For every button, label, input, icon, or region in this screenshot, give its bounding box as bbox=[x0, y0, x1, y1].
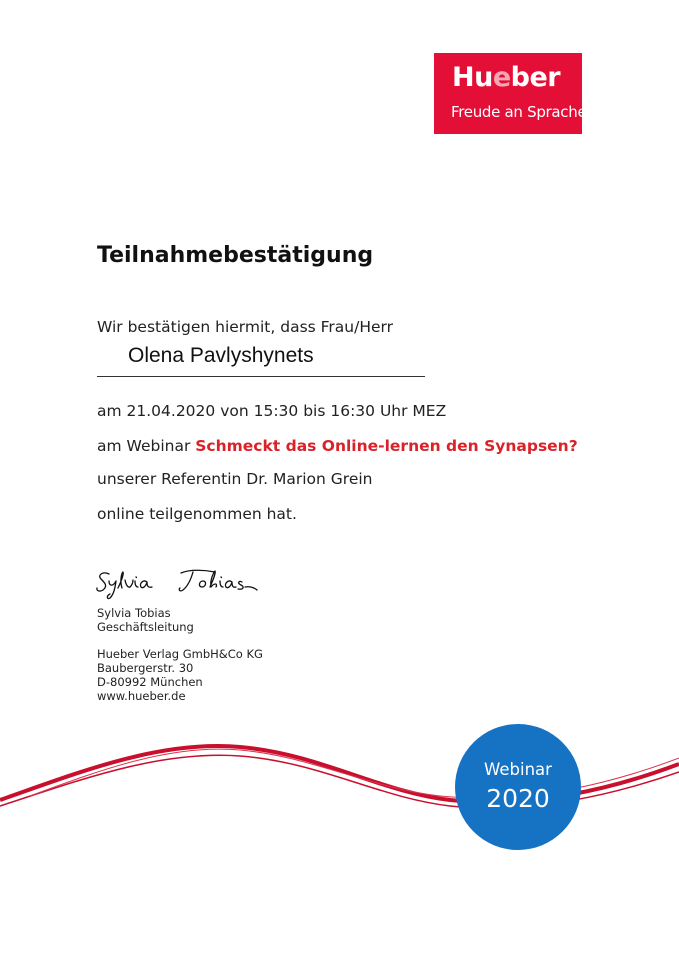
badge-year: 2020 bbox=[486, 784, 550, 813]
logo-wordmark: Hueber bbox=[452, 62, 561, 93]
date-line: am 21.04.2020 von 15:30 bis 16:30 Uhr MEZ bbox=[97, 402, 447, 420]
webinar-line bbox=[97, 437, 578, 455]
speaker-line: unserer Referentin Dr. Marion Grein bbox=[97, 470, 373, 488]
company-street: Baubergerstr. 30 bbox=[97, 661, 194, 675]
signatory-name: Sylvia Tobias bbox=[97, 606, 171, 620]
webinar-prefix: am Webinar bbox=[97, 437, 196, 455]
company-website: www.hueber.de bbox=[97, 689, 186, 703]
handwritten-signature bbox=[95, 566, 270, 602]
signatory-role: Geschäftsleitung bbox=[97, 620, 194, 634]
badge-label: Webinar bbox=[484, 760, 552, 779]
intro-text: Wir bestätigen hiermit, dass Frau/Herr bbox=[97, 318, 394, 336]
name-underline bbox=[97, 376, 425, 377]
participant-name: Olena Pavlyshynets bbox=[128, 344, 314, 367]
webinar-title: Schmeckt das Online-lernen den Synapsen? bbox=[195, 437, 578, 455]
closing-line: online teilgenommen hat. bbox=[97, 505, 297, 523]
company-name: Hueber Verlag GmbH&Co KG bbox=[97, 647, 263, 661]
company-city: D-80992 München bbox=[97, 675, 203, 689]
certificate-title: Teilnahmebestätigung bbox=[97, 243, 374, 268]
logo-tagline: Freude an Sprachen bbox=[451, 103, 596, 121]
webinar-badge bbox=[455, 724, 581, 850]
hueber-logo bbox=[434, 53, 596, 134]
